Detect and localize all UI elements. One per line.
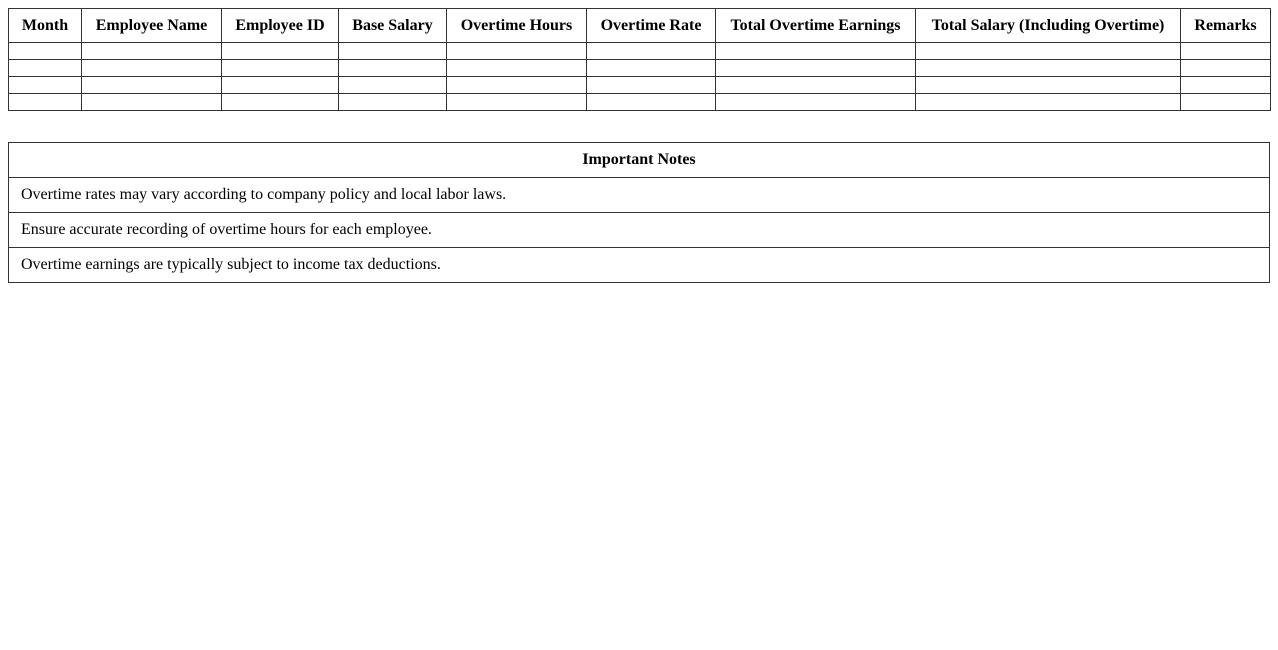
column-header-overtime-hours: Overtime Hours: [447, 9, 587, 43]
page: [0, 0, 1278, 283]
table-cell: [716, 94, 916, 111]
table-cell: [1181, 77, 1271, 94]
overtime-table: [8, 8, 1271, 111]
column-header-employee-id: Employee ID: [222, 9, 339, 43]
table-cell: [339, 94, 447, 111]
table-cell: [82, 94, 222, 111]
note-item: Overtime rates may vary according to company policy and local labor laws.: [9, 178, 1270, 213]
notes-header-row: [9, 143, 1270, 178]
table-header-row: [9, 9, 1271, 43]
table-cell: [9, 43, 82, 60]
important-notes-table: [8, 142, 1270, 283]
table-cell: [222, 77, 339, 94]
table-cell: [222, 94, 339, 111]
column-header-remarks: Remarks: [1181, 9, 1271, 43]
table-cell: [82, 43, 222, 60]
table-cell: [339, 43, 447, 60]
column-header-base-salary: Base Salary: [339, 9, 447, 43]
table-cell: [916, 60, 1181, 77]
table-row: [9, 43, 1271, 60]
table-row: [9, 60, 1271, 77]
table-cell: [1181, 43, 1271, 60]
note-row: [9, 178, 1270, 213]
column-header-total-salary: Total Salary (Including Overtime): [916, 9, 1181, 43]
table-row: [9, 77, 1271, 94]
note-item: Overtime earnings are typically subject to income tax deductions.: [9, 248, 1270, 283]
table-cell: [9, 77, 82, 94]
table-cell: [447, 60, 587, 77]
table-cell: [716, 43, 916, 60]
table-cell: [587, 60, 716, 77]
table-cell: [222, 60, 339, 77]
table-cell: [916, 77, 1181, 94]
table-cell: [447, 94, 587, 111]
table-cell: [716, 77, 916, 94]
table-cell: [716, 60, 916, 77]
note-item: Ensure accurate recording of overtime hours for each employee.: [9, 213, 1270, 248]
table-cell: [587, 94, 716, 111]
column-header-overtime-rate: Overtime Rate: [587, 9, 716, 43]
table-cell: [916, 43, 1181, 60]
table-cell: [9, 94, 82, 111]
column-header-month: Month: [9, 9, 82, 43]
table-cell: [916, 94, 1181, 111]
table-cell: [222, 43, 339, 60]
table-cell: [1181, 60, 1271, 77]
column-header-employee-name: Employee Name: [82, 9, 222, 43]
note-row: [9, 248, 1270, 283]
notes-title: Important Notes: [9, 143, 1270, 178]
note-row: [9, 213, 1270, 248]
table-cell: [447, 77, 587, 94]
table-cell: [339, 60, 447, 77]
table-row: [9, 94, 1271, 111]
table-cell: [1181, 94, 1271, 111]
column-header-total-overtime-earnings: Total Overtime Earnings: [716, 9, 916, 43]
table-cell: [447, 43, 587, 60]
table-cell: [587, 77, 716, 94]
table-cell: [587, 43, 716, 60]
table-cell: [9, 60, 82, 77]
table-cell: [82, 77, 222, 94]
table-cell: [82, 60, 222, 77]
table-cell: [339, 77, 447, 94]
